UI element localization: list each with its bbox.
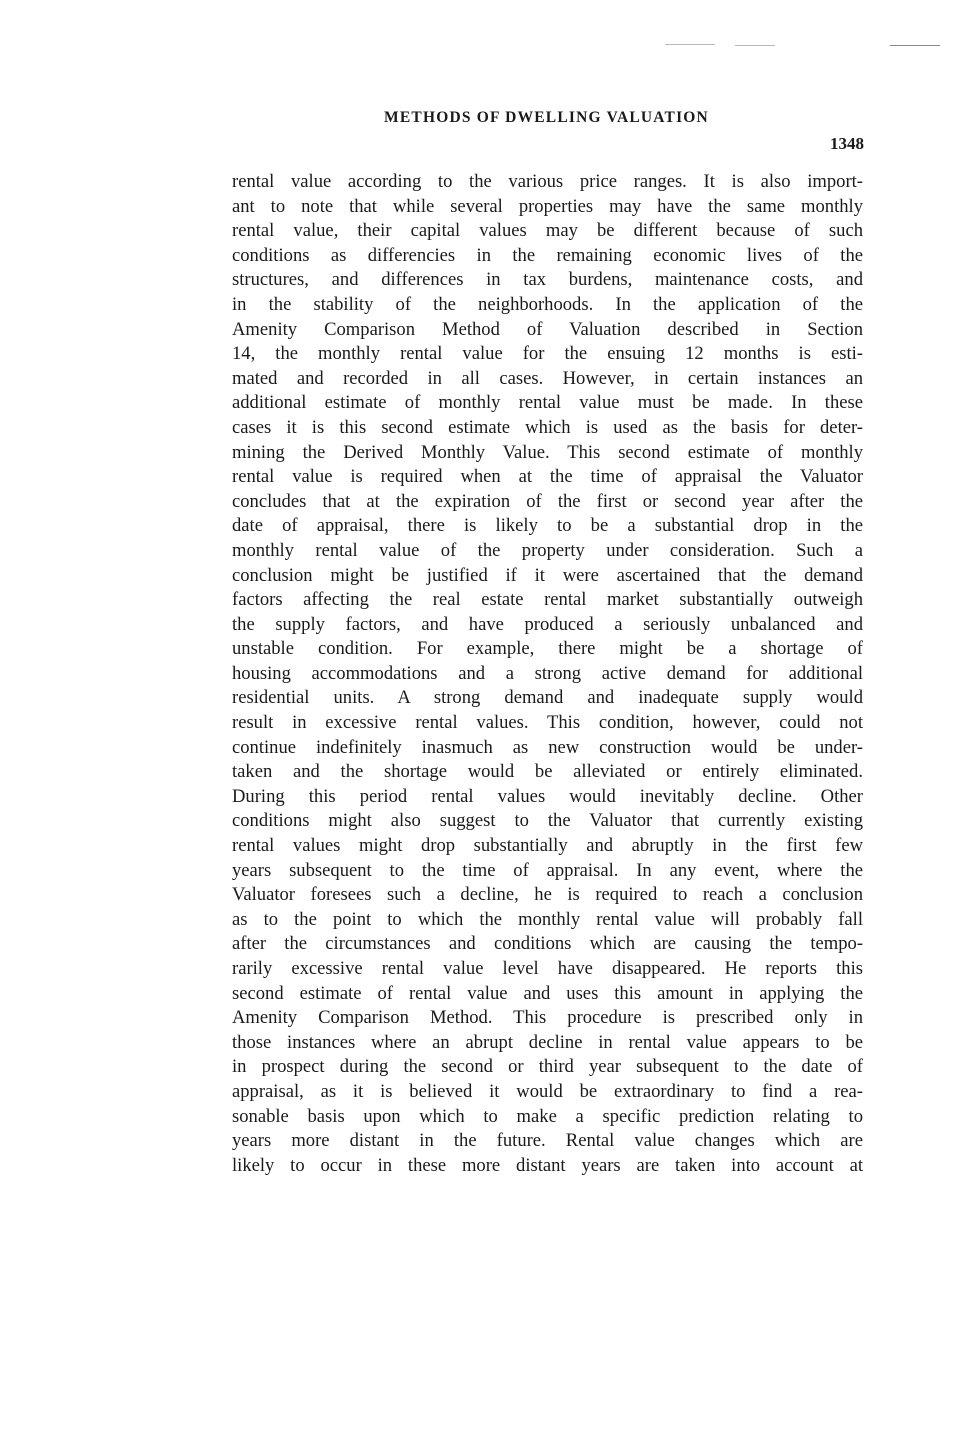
text-line: conclusion might be justified if it were ascertained that the demand xyxy=(232,564,863,586)
text-line: Valuator foresees such a decline, he is required to reach a conclusion xyxy=(232,884,863,906)
scan-artifact-line xyxy=(890,45,940,46)
text-line: taken and the shortage would be alleviated or entirely eliminated. xyxy=(232,761,863,783)
text-line: additional estimate of monthly rental value must be made. In these xyxy=(232,392,863,414)
text-line: as to the point to which the monthly rental value will probably fall xyxy=(232,908,863,930)
text-line: ant to note that while several properties may have the same monthly xyxy=(232,195,863,217)
text-line: cases it is this second estimate which is used as the basis for deter- xyxy=(232,416,863,438)
text-line: conditions might also suggest to the Valuator that currently existing xyxy=(232,810,863,832)
text-line: likely to occur in these more distant years are taken into account at xyxy=(232,1154,863,1176)
text-line: rental value, their capital values may be different because of such xyxy=(232,220,863,242)
text-line: continue indefinitely inasmuch as new construction would be under- xyxy=(232,736,863,758)
text-line: 14, the monthly rental value for the ensuing 12 months is esti- xyxy=(232,343,863,365)
text-line: the supply factors, and have produced a seriously unbalanced and xyxy=(232,613,863,635)
body-paragraph xyxy=(232,170,863,1178)
text-line: in the stability of the neighborhoods. In the application of the xyxy=(232,293,863,315)
running-head: METHODS OF DWELLING VALUATION xyxy=(384,109,709,126)
page-number: 1348 xyxy=(830,134,864,153)
text-line: mining the Derived Monthly Value. This second estimate of monthly xyxy=(232,441,863,463)
text-line: mated and recorded in all cases. However, in certain instances an xyxy=(232,367,863,389)
text-line: date of appraisal, there is likely to be a substantial drop in the xyxy=(232,515,863,537)
scan-artifact-line xyxy=(665,44,715,45)
text-line: Amenity Comparison Method. This procedure is prescribed only in xyxy=(232,1007,863,1029)
text-line: second estimate of rental value and uses this amount in applying the xyxy=(232,982,863,1004)
text-line: years more distant in the future. Rental value changes which are xyxy=(232,1130,863,1152)
text-line: housing accommodations and a strong active demand for additional xyxy=(232,662,863,684)
text-line: sonable basis upon which to make a specific prediction relating to xyxy=(232,1105,863,1127)
text-line: During this period rental values would inevitably decline. Other xyxy=(232,785,863,807)
text-line: residential units. A strong demand and inadequate supply would xyxy=(232,687,863,709)
text-line: rental value according to the various price ranges. It is also import- xyxy=(232,171,863,192)
scan-artifact-line xyxy=(735,45,775,46)
text-line: result in excessive rental values. This condition, however, could not xyxy=(232,712,863,734)
text-line: rarily excessive rental value level have disappeared. He reports this xyxy=(232,958,863,979)
text-line: years subsequent to the time of appraisal. In any event, where the xyxy=(232,859,863,881)
text-line: those instances where an abrupt decline in rental value appears to be xyxy=(232,1031,863,1053)
text-line: appraisal, as it is believed it would be extraordinary to find a rea- xyxy=(232,1080,863,1102)
text-line: structures, and differences in tax burdens, maintenance costs, and xyxy=(232,269,863,291)
text-line: factors affecting the real estate rental market substantially outweigh xyxy=(232,589,863,611)
text-line: unstable condition. For example, there might be a shortage of xyxy=(232,638,863,660)
text-line: Amenity Comparison Method of Valuation described in Section xyxy=(232,318,863,340)
text-line: rental value is required when at the time of appraisal the Valuator xyxy=(232,466,863,488)
text-line: concludes that at the expiration of the first or second year after the xyxy=(232,490,863,512)
text-line: after the circumstances and conditions which are causing the tempo- xyxy=(232,933,863,955)
text-line: monthly rental value of the property under consideration. Such a xyxy=(232,539,863,561)
text-line: conditions as differencies in the remaining economic lives of the xyxy=(232,244,863,266)
text-line: in prospect during the second or third year subsequent to the date of xyxy=(232,1056,863,1078)
text-line: rental values might drop substantially and abruptly in the first few xyxy=(232,835,863,857)
